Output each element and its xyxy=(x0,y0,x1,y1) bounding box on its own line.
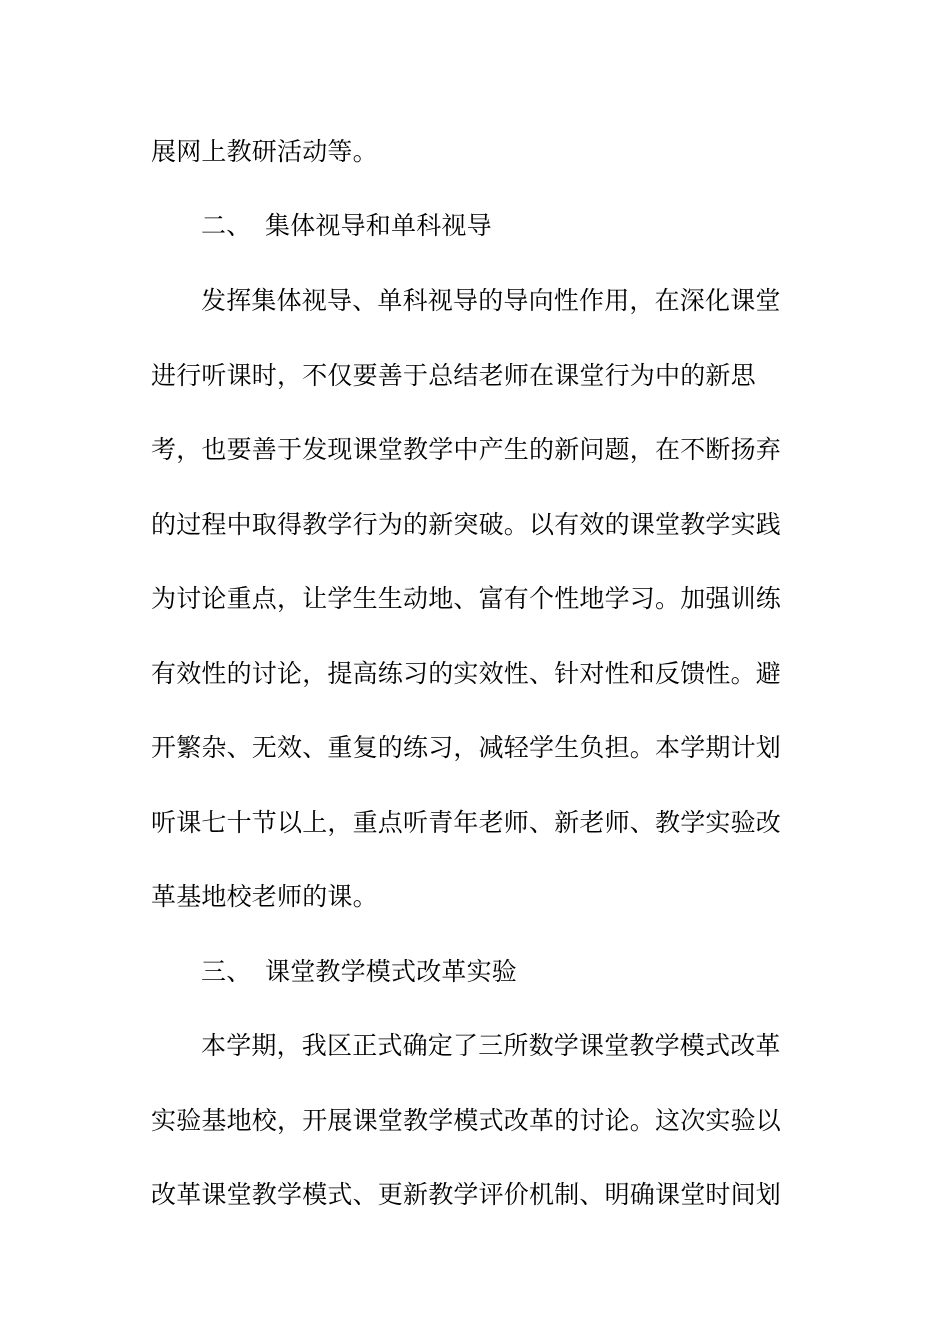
paragraph-line: 为讨论重点，让学生生动地、富有个性地学习。加强训练 xyxy=(151,584,782,613)
paragraph-line: 有效性的讨论，提高练习的实效性、针对性和反馈性。避 xyxy=(151,659,782,688)
paragraph-line: 的过程中取得教学行为的新突破。以有效的课堂教学实践 xyxy=(151,510,782,539)
section-heading-3 xyxy=(201,956,851,988)
section-number: 三、 xyxy=(201,957,252,986)
paragraph-line: 考，也要善于发现课堂教学中产生的新问题，在不断扬弃 xyxy=(151,435,782,464)
section-title: 课堂教学模式改革实验 xyxy=(265,957,518,986)
paragraph-line: 展网上教研活动等。 xyxy=(151,137,378,166)
paragraph-line: 本学期，我区正式确定了三所数学课堂教学模式改革 xyxy=(201,1031,781,1060)
section-heading-2 xyxy=(201,210,851,242)
paragraph-line: 听课七十节以上，重点听青年老师、新老师、教学实验改 xyxy=(151,808,782,837)
paragraph-line: 革基地校老师的课。 xyxy=(151,882,378,911)
paragraph-line: 发挥集体视导、单科视导的导向性作用，在深化课堂 xyxy=(201,286,781,315)
section-title: 集体视导和单科视导 xyxy=(265,211,492,240)
paragraph-line: 改革课堂教学模式、更新教学评价机制、明确课堂时间划 xyxy=(151,1180,782,1209)
paragraph-line: 进行听课时，不仅要善于总结老师在课堂行为中的新思 xyxy=(151,361,756,390)
section-number: 二、 xyxy=(201,211,252,240)
paragraph-line: 实验基地校，开展课堂教学模式改革的讨论。这次实验以 xyxy=(151,1106,782,1135)
paragraph-line: 开繁杂、无效、重复的练习，减轻学生负担。本学期计划 xyxy=(151,733,782,762)
